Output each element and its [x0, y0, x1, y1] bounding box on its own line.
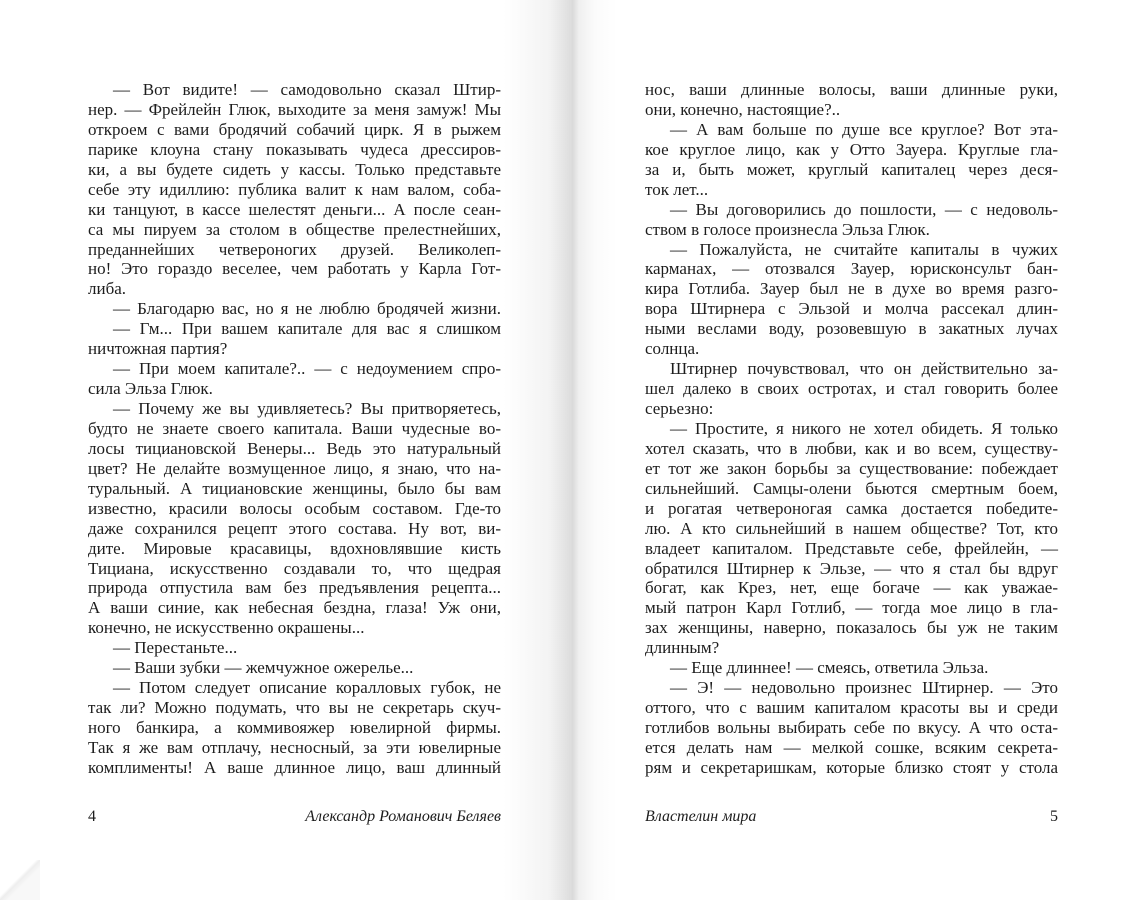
text-line: ки танцуют, в кассе шелестят деньги... А после сеан-	[88, 199, 501, 219]
text-line: — Перестаньте...	[113, 638, 238, 658]
text-line: ется делать нам — мелкой сошке, всяким секрета-	[645, 737, 1058, 757]
text-line: ными веслами воду, розовевшую в закатных лучах	[645, 319, 1058, 339]
text-line: серьезно:	[645, 399, 714, 418]
text-line: — Э! — недовольно произнес Штирнер. — Это	[670, 678, 1058, 698]
text-line: — Пожалуйста, не считайте капиталы в чужих	[670, 239, 1058, 259]
text-line: Тициана, искусственно создавали то, что щедрая	[88, 558, 501, 578]
text-line: нер. — Фрейлейн Глюк, выходите за меня замуж! Мы	[88, 99, 501, 119]
text-line: Так я же вам отплачу, несносный, за эти ювелирные	[88, 737, 501, 757]
text-line: но! Это гораздо веселее, чем работать у Карла Гот-	[88, 259, 501, 279]
text-line: — Простите, я никого не хотел обидеть. Я только	[670, 418, 1058, 438]
text-line: зах женщины, наверно, показалось бы уж не таким	[645, 618, 1058, 638]
text-line: — Почему же вы удивляетесь? Вы притворяетесь,	[113, 399, 501, 418]
text-line: вора Штирнера с Эльзой и молча рассекал длин-	[645, 299, 1058, 319]
text-line: шел далеко в своих остротах, и стал говорить более	[645, 379, 1058, 399]
text-line: — Ваши зубки — жемчужное ожерелье...	[113, 658, 414, 678]
text-line: нос, ваши длинные волосы, ваши длинные руки,	[645, 80, 1058, 99]
running-head-title: Властелин мира	[645, 808, 757, 825]
text-line: даже сохранился рецепт этого состава. Ну вот, ви-	[88, 518, 501, 538]
text-line: ток лет...	[645, 179, 709, 199]
text-line: сила Эльза Глюк.	[88, 379, 213, 399]
text-line: сильнейший. Самцы-олени бьются смертным боем,	[645, 478, 1058, 498]
text-line: так ли? Можно подумать, что вы не секретарь скуч-	[88, 698, 501, 718]
text-line: мый патрон Карл Готлиб, — тогда мое лицо в гла-	[645, 598, 1058, 618]
text-line: — Гм... При вашем капитале для вас я слишком	[113, 319, 501, 339]
text-line: лосы тициановской Венеры... Ведь это натуральный	[88, 438, 501, 458]
text-line: парике клоуна стану показывать чудеса дрессиров-	[88, 139, 501, 159]
text-line: владеет капиталом. Представьте себе, фрейлейн, —	[645, 538, 1058, 558]
text-line: кира Готлиба. Зауер был не в духе во время разго-	[645, 279, 1058, 299]
text-line: цвет? Не делайте возмущенное лицо, я знаю, что на-	[88, 458, 501, 478]
text-line: будто не знаете своего капитала. Ваши чудесные во-	[88, 418, 501, 438]
text-line: лю. А кто сильнейший в нашем обществе? Тот, кто	[645, 518, 1058, 538]
text-line: обратился Штирнер к Эльзе, — что я стал бы вдруг	[645, 558, 1058, 578]
right-page	[572, 0, 1138, 900]
right-page-body	[645, 80, 1058, 778]
text-line: — Вот видите! — самодовольно сказал Штир-	[113, 80, 501, 99]
running-head-author: Александр Романович Беляев	[305, 808, 501, 825]
text-line: ки, а вы будете сидеть у кассы. Только представьте	[88, 159, 501, 179]
text-line: дите. Мировые красавицы, вдохновлявшие кисть	[88, 538, 501, 558]
text-line: готлибов вольны выбирать себе по вкусу. А что оста-	[645, 718, 1058, 737]
text-line: комплименты! А ваше длинное лицо, ваш длинный	[88, 757, 501, 777]
text-line: солнца.	[645, 339, 700, 359]
page-number: 5	[1050, 808, 1058, 825]
text-line: Штирнер почувствовал, что он действительно за-	[670, 359, 1058, 379]
page-number: 4	[88, 808, 96, 825]
text-line: богат, как Крез, нет, еще богаче — как уважае-	[645, 578, 1058, 598]
text-line: известно, красили волосы особым составом. Где-то	[88, 498, 501, 518]
text-line: они, конечно, настоящие?..	[645, 99, 841, 119]
text-line: конечно, не искусственно окрашены...	[88, 618, 365, 638]
text-line: са мы пируем за столом в обществе прелестнейших,	[88, 219, 501, 239]
text-line: карманах, — отозвался Зауер, юрисконсульт бан-	[645, 259, 1058, 279]
text-line: себе эту идиллию: публика валит к нам валом, соба-	[88, 179, 501, 199]
text-line: — А вам больше по душе все круглое? Вот эта-	[670, 119, 1058, 139]
text-line: кое круглое лицо, как у Отто Зауера. Круглые гла-	[645, 139, 1058, 159]
page-corner-curl	[0, 860, 40, 900]
text-line: — При моем капитале?.. — с недоумением спро-	[113, 359, 501, 379]
left-page-body	[88, 80, 501, 778]
text-line: оттого, что с вашим капиталом красоты вы и среди	[645, 698, 1058, 718]
text-line: природа отпустила вам без предъявления рецепта...	[88, 578, 501, 598]
text-line: длинным?	[645, 638, 720, 658]
text-line: и рогатая четвероногая самка достается победите-	[645, 498, 1058, 518]
text-line: ет тот же закон борьбы за существование: побеждает	[645, 458, 1058, 478]
text-line: туральный. А тициановские женщины, было бы вам	[88, 478, 501, 498]
text-line: — Еще длиннее! — смеясь, ответила Эльза.	[670, 658, 989, 678]
text-line: за и, быть может, круглый капиталец через деся-	[645, 159, 1058, 179]
text-line: хотел сказать, что в любви, как и во всем, существу-	[645, 438, 1058, 458]
text-line: ством в голосе произнесла Эльза Глюк.	[645, 219, 930, 239]
text-line: преданнейших четвероногих друзей. Великолеп-	[88, 239, 501, 259]
text-line: — Благодарю вас, но я не люблю бродячей жизни.	[113, 299, 501, 319]
text-line: А ваши синие, как небесная бездна, глаза! Уж они,	[88, 598, 501, 618]
text-line: рям и секретаришкам, которые близко стоят у стола	[645, 757, 1058, 777]
text-line: откроем с вами бродячий собачий цирк. Я в рыжем	[88, 119, 501, 139]
text-line: ного банкира, а коммивояжер ювелирной фирмы.	[88, 718, 501, 737]
text-line: — Вы договорились до пошлости, — с недоволь-	[670, 199, 1058, 219]
text-line: ничтожная партия?	[88, 339, 228, 359]
text-line: либа.	[88, 279, 127, 299]
text-line: — Потом следует описание коралловых губок, не	[113, 678, 501, 698]
